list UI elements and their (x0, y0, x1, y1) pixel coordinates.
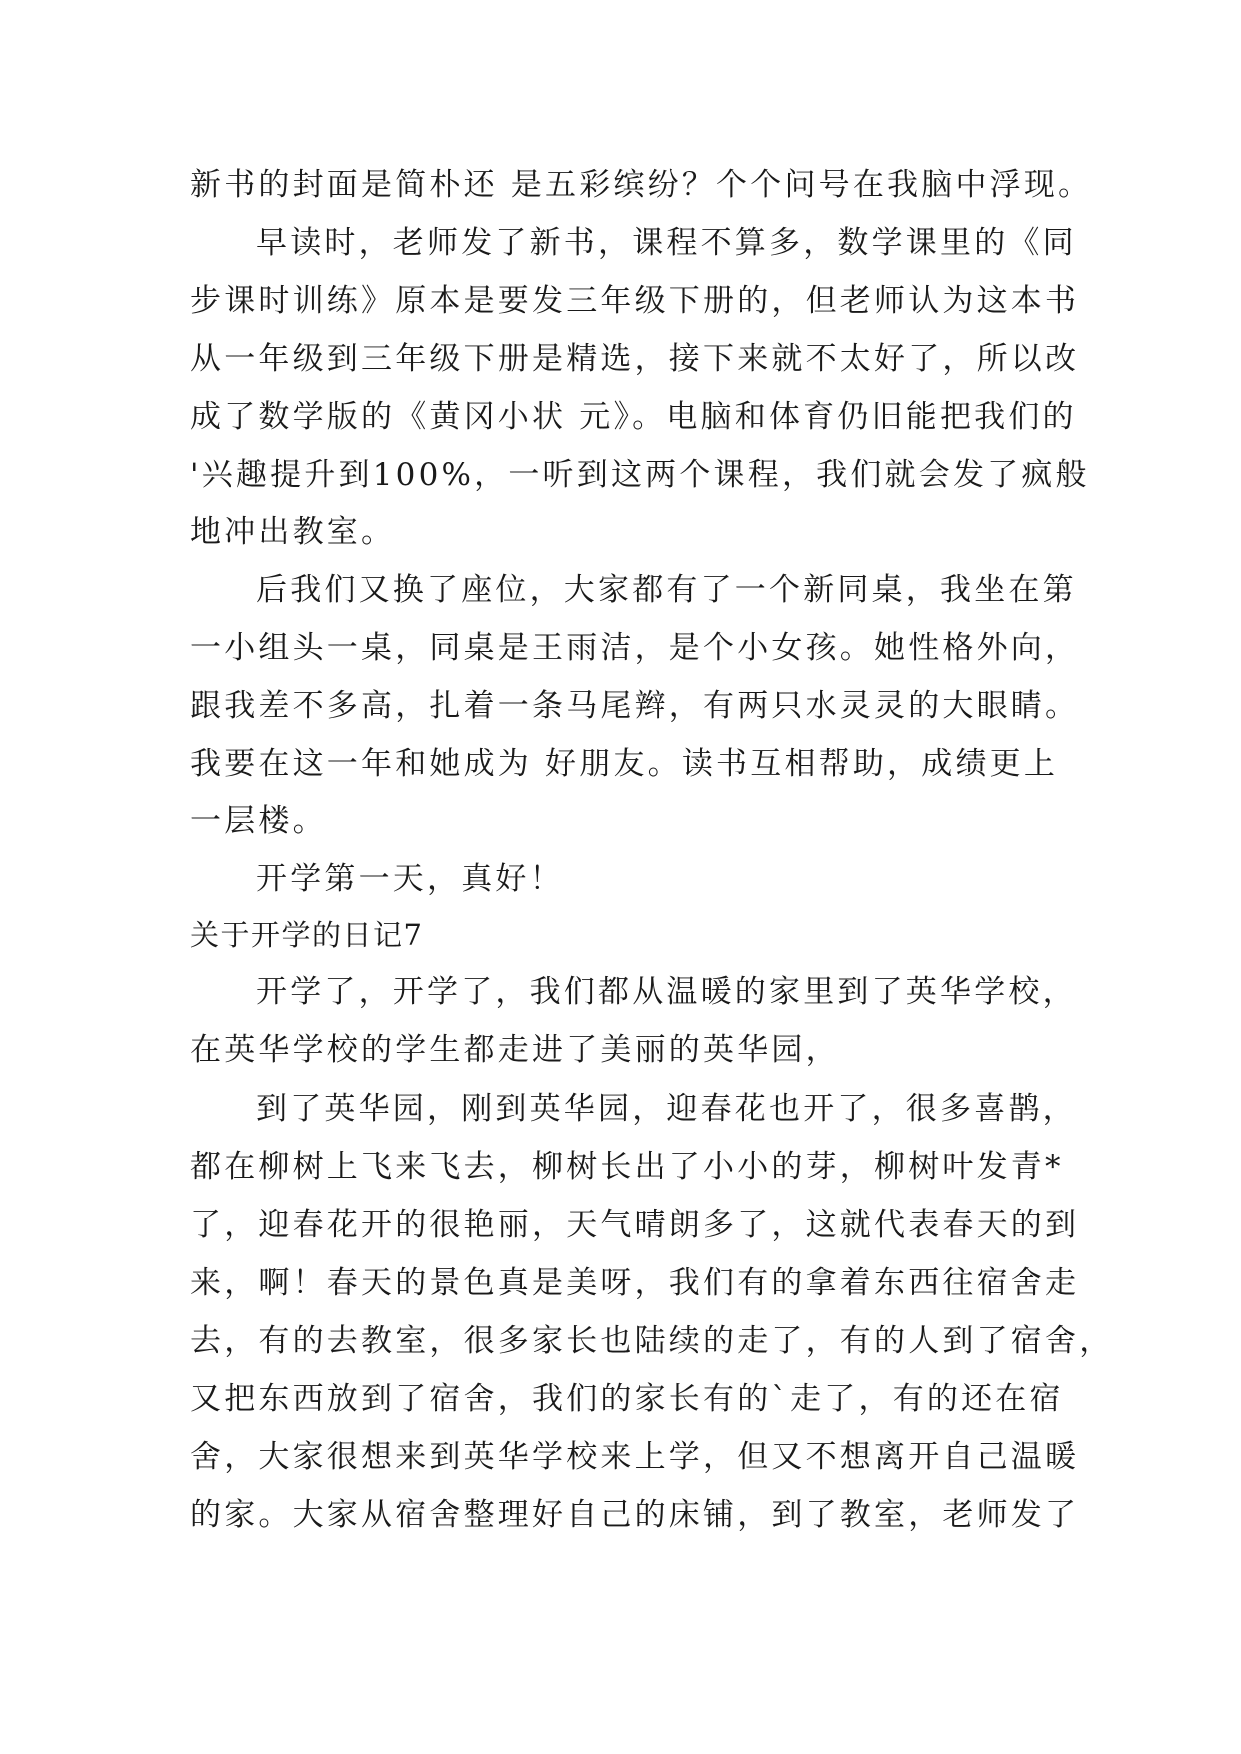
paragraph-start-line: 开学第一天，真好！ (256, 861, 564, 897)
text-line: 去，有的去教室，很多家长也陆续的走了，有的人到了宿舍， (190, 1323, 1114, 1359)
text-line: '兴趣提升到100%，一听到这两个课程，我们就会发了疯般 (190, 457, 1090, 493)
text-line: 了，迎春花开的很艳丽，天气晴朗多了，这就代表春天的到 (190, 1207, 1080, 1243)
text-line: 一层楼。 (190, 803, 327, 839)
text-line: 跟我差不多高，扎着一条马尾辫，有两只水灵灵的大眼睛。 (190, 688, 1080, 724)
paragraph-start-line: 开学了，开学了，我们都从温暖的家里到了英华学校， (256, 974, 1077, 1010)
text-line: 从一年级到三年级下册是精选，接下来就不太好了，所以改 (190, 341, 1080, 377)
text-line: 成了数学版的《黄冈小状 元》。电脑和体育仍旧能把我们的 (190, 399, 1077, 435)
text-line: 的家。大家从宿舍整理好自己的床铺，到了教室，老师发了 (190, 1497, 1080, 1533)
text-line: 来，啊！春天的景色真是美呀，我们有的拿着东西往宿舍走 (190, 1265, 1080, 1301)
text-line: 舍，大家很想来到英华学校来上学，但又不想离开自己温暖 (190, 1439, 1080, 1475)
text-line: 新书的封面是简朴还 是五彩缤纷？个个问号在我脑中浮现。 (190, 167, 1093, 203)
text-line: 一小组头一桌，同桌是王雨洁，是个小女孩。她性格外向， (190, 630, 1080, 666)
text-line: 在英华学校的学生都走进了美丽的英华园， (190, 1032, 840, 1068)
text-line: 都在柳树上飞来飞去，柳树长出了小小的芽，柳树叶发青* (190, 1149, 1064, 1185)
text-line: 我要在这一年和她成为 好朋友。读书互相帮助，成绩更上 (190, 746, 1059, 782)
text-line: 又把东西放到了宿舍，我们的家长有的`走了，有的还在宿 (190, 1381, 1064, 1417)
paragraph-start-line: 早读时，老师发了新书，课程不算多，数学课里的《同 (256, 225, 1077, 261)
text-line: 地冲出教室。 (190, 514, 396, 550)
paragraph-start-line: 后我们又换了座位，大家都有了一个新同桌，我坐在第 (256, 572, 1077, 608)
text-line: 步课时训练》原本是要发三年级下册的，但老师认为这本书 (190, 283, 1080, 319)
paragraph-start-line: 到了英华园，刚到英华园，迎春花也开了，很多喜鹊， (256, 1091, 1077, 1127)
section-heading: 关于开学的日记7 (190, 918, 424, 952)
